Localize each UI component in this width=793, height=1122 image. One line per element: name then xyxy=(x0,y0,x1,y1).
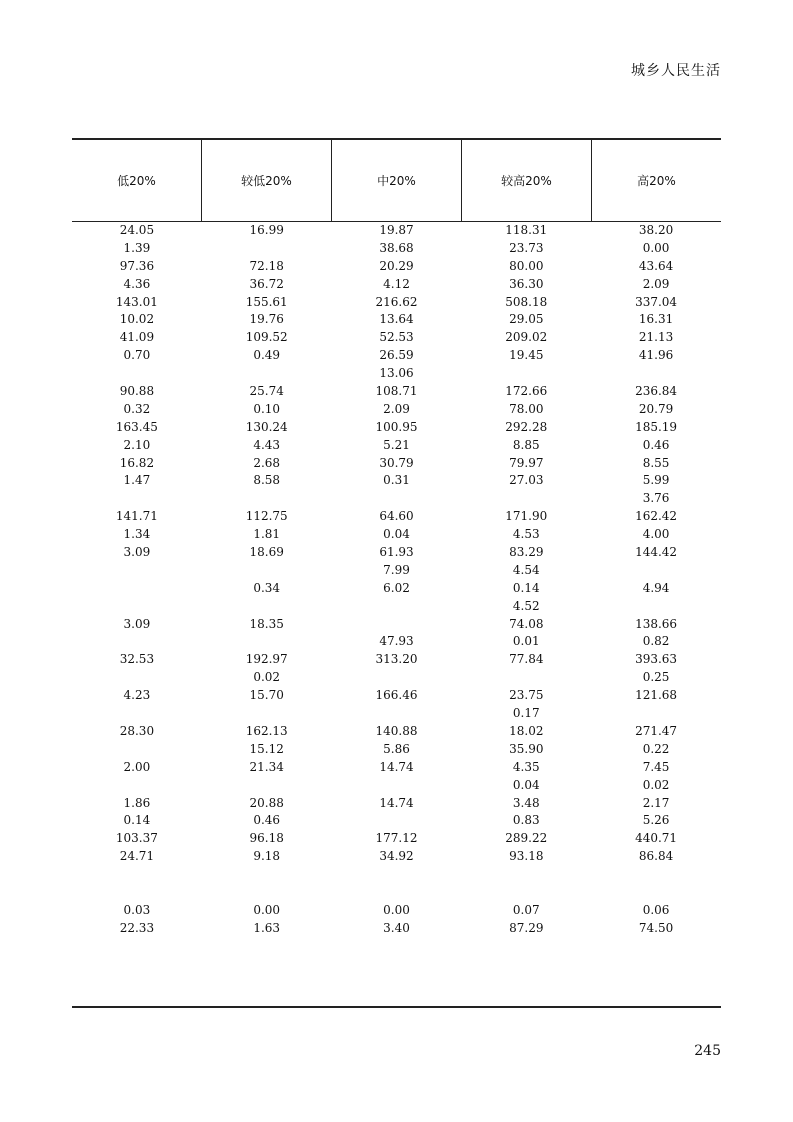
table-cell: 22.33 xyxy=(119,920,155,935)
table-cell xyxy=(591,705,721,723)
table-cell: 79.97 xyxy=(509,455,544,470)
table-header-row xyxy=(72,140,721,222)
table-cell: 27.03 xyxy=(509,473,544,488)
table-cell xyxy=(72,866,202,884)
table-row xyxy=(72,365,721,383)
table-cell xyxy=(202,777,332,795)
column-header: 低20% xyxy=(117,174,156,188)
table-cell xyxy=(461,490,591,508)
table-cell xyxy=(332,884,462,902)
table-row xyxy=(72,580,721,598)
table-row xyxy=(72,276,721,294)
table-cell: 236.84 xyxy=(635,384,678,399)
column-header: 高20% xyxy=(591,140,721,221)
table-cell: 1.86 xyxy=(123,795,151,810)
table-cell: 3.40 xyxy=(383,920,410,935)
table-cell: 10.02 xyxy=(119,312,155,327)
table-cell: 3.09 xyxy=(123,616,151,631)
table-cell: 337.04 xyxy=(635,294,678,309)
table-cell: 143.01 xyxy=(115,294,158,309)
table-cell: 508.18 xyxy=(505,294,548,309)
table-cell: 192.97 xyxy=(245,652,288,667)
table-cell: 0.31 xyxy=(383,473,410,488)
table-cell: 5.99 xyxy=(642,473,670,488)
table-row xyxy=(72,616,721,634)
table-cell: 0.46 xyxy=(642,437,670,452)
table-cell xyxy=(202,598,332,616)
table-cell: 4.12 xyxy=(383,276,410,291)
table-cell: 0.01 xyxy=(512,634,540,649)
table-cell: 209.02 xyxy=(505,330,548,345)
table-row xyxy=(72,884,721,902)
table-cell: 163.45 xyxy=(115,419,158,434)
table-cell: 30.79 xyxy=(379,455,414,470)
table-cell xyxy=(591,562,721,580)
table-cell: 19.76 xyxy=(249,312,284,327)
table-cell: 0.83 xyxy=(512,813,540,828)
table-cell: 138.66 xyxy=(635,616,678,631)
table-row xyxy=(72,401,721,419)
column-header: 较低20% xyxy=(201,140,331,221)
table-cell: 21.13 xyxy=(638,330,674,345)
table-cell: 1.81 xyxy=(253,527,281,542)
table-row xyxy=(72,544,721,562)
table-cell: 0.02 xyxy=(253,670,281,685)
table-cell: 13.64 xyxy=(379,312,414,327)
table-cell: 271.47 xyxy=(635,723,678,738)
table-cell: 8.58 xyxy=(253,473,281,488)
table-cell: 0.00 xyxy=(383,902,410,917)
table-cell: 0.03 xyxy=(123,902,151,917)
table-cell: 4.35 xyxy=(512,759,540,774)
table-cell: 77.84 xyxy=(509,652,544,667)
table-cell: 166.46 xyxy=(375,688,418,703)
table-cell: 185.19 xyxy=(635,419,678,434)
table-cell: 140.88 xyxy=(375,723,418,738)
table-cell: 0.14 xyxy=(512,580,540,595)
table-cell: 172.66 xyxy=(505,384,548,399)
table-cell: 90.88 xyxy=(119,384,155,399)
table-cell: 1.34 xyxy=(123,527,151,542)
table-cell: 4.94 xyxy=(642,580,670,595)
table-cell: 0.04 xyxy=(512,777,540,792)
table-row xyxy=(72,329,721,347)
table-cell xyxy=(591,598,721,616)
table-cell: 34.92 xyxy=(379,849,414,864)
table-cell: 41.96 xyxy=(638,348,674,363)
table-cell: 162.13 xyxy=(245,723,288,738)
table-cell: 141.71 xyxy=(115,509,158,524)
table-row xyxy=(72,669,721,687)
table-cell xyxy=(332,598,462,616)
table-row xyxy=(72,598,721,616)
table-cell: 15.12 xyxy=(249,741,284,756)
table-cell: 15.70 xyxy=(249,688,284,703)
table-cell: 32.53 xyxy=(119,652,155,667)
table-cell: 36.30 xyxy=(509,276,544,291)
table-cell: 61.93 xyxy=(379,545,414,560)
table-cell xyxy=(72,777,202,795)
table-cell xyxy=(72,669,202,687)
table-cell: 4.54 xyxy=(512,562,540,577)
table-cell: 5.21 xyxy=(383,437,410,452)
table-row xyxy=(72,562,721,580)
table-cell: 96.18 xyxy=(249,831,284,846)
table-row xyxy=(72,812,721,830)
table-cell: 26.59 xyxy=(379,348,414,363)
table-cell: 74.08 xyxy=(509,616,544,631)
table-cell xyxy=(72,598,202,616)
table-cell: 14.74 xyxy=(379,795,414,810)
table-cell xyxy=(202,884,332,902)
table-cell: 52.53 xyxy=(379,330,414,345)
table-cell: 16.99 xyxy=(249,223,284,237)
table-cell: 21.34 xyxy=(249,759,284,774)
table-row xyxy=(72,311,721,329)
table-cell xyxy=(332,812,462,830)
table-cell: 121.68 xyxy=(635,688,678,703)
table-cell: 38.68 xyxy=(379,240,414,255)
table-cell xyxy=(332,866,462,884)
table-cell: 4.23 xyxy=(123,688,151,703)
table-row xyxy=(72,777,721,795)
table-cell xyxy=(202,866,332,884)
table-cell xyxy=(332,777,462,795)
table-cell: 171.90 xyxy=(505,509,548,524)
table-cell xyxy=(72,490,202,508)
table-cell: 7.45 xyxy=(642,759,670,774)
table-cell: 36.72 xyxy=(249,276,284,291)
table-cell: 20.29 xyxy=(379,258,414,273)
table-cell: 144.42 xyxy=(635,545,678,560)
table-row xyxy=(72,347,721,365)
table-cell: 97.36 xyxy=(119,258,155,273)
table-cell: 86.84 xyxy=(638,849,674,864)
table-cell xyxy=(461,365,591,383)
running-header-title: 城乡人民生活 xyxy=(631,63,721,79)
table-cell: 216.62 xyxy=(375,294,418,309)
table-cell: 20.88 xyxy=(249,795,284,810)
table-cell xyxy=(202,633,332,651)
table-row xyxy=(72,240,721,258)
table-row xyxy=(72,490,721,508)
table-cell: 24.05 xyxy=(119,223,155,237)
table-cell: 440.71 xyxy=(635,831,678,846)
column-header: 中20% xyxy=(331,140,461,221)
table-cell: 162.42 xyxy=(635,509,678,524)
table-cell: 0.07 xyxy=(512,902,540,917)
table-cell: 0.00 xyxy=(642,240,670,255)
table-cell xyxy=(591,866,721,884)
table-cell: 130.24 xyxy=(245,419,288,434)
table-row xyxy=(72,866,721,884)
table-cell xyxy=(72,562,202,580)
table-cell xyxy=(72,365,202,383)
table-row xyxy=(72,526,721,544)
table-cell: 3.48 xyxy=(512,795,540,810)
table-cell xyxy=(332,616,462,634)
table-cell: 0.70 xyxy=(123,348,151,363)
table-cell: 19.45 xyxy=(509,348,544,363)
table-cell: 74.50 xyxy=(638,920,674,935)
table-cell: 18.69 xyxy=(249,545,284,560)
table-cell: 393.63 xyxy=(635,652,678,667)
table-cell: 109.52 xyxy=(245,330,288,345)
table-cell: 23.73 xyxy=(509,240,544,255)
table-cell: 2.09 xyxy=(642,276,670,291)
table-row xyxy=(72,902,721,920)
table-row xyxy=(72,920,721,938)
table-cell: 1.63 xyxy=(253,920,281,935)
table-cell: 4.53 xyxy=(512,527,540,542)
table-cell: 0.32 xyxy=(123,401,151,416)
table-cell: 0.82 xyxy=(642,634,670,649)
table-cell: 43.64 xyxy=(638,258,674,273)
table-cell: 2.17 xyxy=(642,795,670,810)
table-cell: 4.43 xyxy=(253,437,281,452)
table-cell: 155.61 xyxy=(245,294,288,309)
table-row xyxy=(72,651,721,669)
table-cell: 5.86 xyxy=(383,741,410,756)
table-cell: 0.00 xyxy=(253,902,281,917)
table-cell: 8.85 xyxy=(512,437,540,452)
table-cell: 64.60 xyxy=(379,509,414,524)
table-cell: 13.06 xyxy=(379,366,414,381)
table-cell xyxy=(72,741,202,759)
table-cell xyxy=(72,884,202,902)
table-cell xyxy=(461,866,591,884)
table-cell: 0.10 xyxy=(253,401,281,416)
table-cell: 100.95 xyxy=(375,419,418,434)
table-cell: 80.00 xyxy=(509,258,544,273)
table-cell: 28.30 xyxy=(119,723,155,738)
column-header: 较高20% xyxy=(461,140,591,221)
table-cell xyxy=(202,490,332,508)
table-cell: 23.75 xyxy=(509,688,544,703)
table-cell xyxy=(202,562,332,580)
table-cell xyxy=(461,884,591,902)
table-cell: 19.87 xyxy=(379,223,414,237)
table-cell: 25.74 xyxy=(249,384,284,399)
table-cell xyxy=(202,365,332,383)
table-cell: 8.55 xyxy=(642,455,670,470)
table-row xyxy=(72,472,721,490)
table-cell: 93.18 xyxy=(509,849,544,864)
table-cell xyxy=(72,705,202,723)
table-row xyxy=(72,419,721,437)
table-cell: 0.49 xyxy=(253,348,281,363)
table-cell: 5.26 xyxy=(642,813,670,828)
page-number: 245 xyxy=(694,1043,721,1059)
table-cell: 0.06 xyxy=(642,902,670,917)
table-cell: 4.00 xyxy=(642,527,670,542)
table-cell: 118.31 xyxy=(505,223,548,237)
table-row xyxy=(72,455,721,473)
table-cell: 18.35 xyxy=(249,616,284,631)
table-cell: 0.02 xyxy=(642,777,670,792)
table-cell: 0.25 xyxy=(642,670,670,685)
table-cell: 41.09 xyxy=(119,330,155,345)
table-cell: 313.20 xyxy=(375,652,418,667)
table-cell xyxy=(202,705,332,723)
table-cell: 108.71 xyxy=(375,384,418,399)
table-cell xyxy=(332,705,462,723)
table-cell: 1.47 xyxy=(123,473,151,488)
table-cell: 16.82 xyxy=(119,455,155,470)
table-row xyxy=(72,383,721,401)
table-row xyxy=(72,759,721,777)
table-cell: 0.17 xyxy=(512,706,540,721)
table-cell xyxy=(591,884,721,902)
table-row xyxy=(72,830,721,848)
table-cell: 1.39 xyxy=(123,240,151,255)
table-cell: 2.00 xyxy=(123,759,151,774)
table-row xyxy=(72,723,721,741)
table-cell: 87.29 xyxy=(509,920,544,935)
table-cell: 72.18 xyxy=(249,258,284,273)
table-cell: 4.52 xyxy=(512,598,540,613)
table-cell: 112.75 xyxy=(245,509,288,524)
table-cell: 0.04 xyxy=(383,527,410,542)
table-cell: 2.68 xyxy=(253,455,281,470)
table-cell: 0.46 xyxy=(253,813,281,828)
table-cell: 7.99 xyxy=(383,562,410,577)
table-cell: 20.79 xyxy=(638,401,674,416)
table-row xyxy=(72,222,721,240)
table-cell xyxy=(332,490,462,508)
table-cell xyxy=(72,580,202,598)
table-cell: 83.29 xyxy=(509,545,544,560)
table-cell xyxy=(591,365,721,383)
table-row xyxy=(72,294,721,312)
table-cell: 78.00 xyxy=(509,401,544,416)
table-cell: 9.18 xyxy=(253,849,281,864)
table-row xyxy=(72,508,721,526)
table-body xyxy=(72,222,721,938)
table-bottom-rule xyxy=(72,1006,721,1008)
table-cell: 35.90 xyxy=(509,741,544,756)
table-row xyxy=(72,795,721,813)
table-row xyxy=(72,258,721,276)
table-cell xyxy=(332,669,462,687)
table-cell: 292.28 xyxy=(505,419,548,434)
table-cell: 2.09 xyxy=(383,401,410,416)
table-cell: 2.10 xyxy=(123,437,151,452)
table-cell: 4.36 xyxy=(123,276,151,291)
table-row xyxy=(72,633,721,651)
table-row xyxy=(72,848,721,866)
table-cell: 29.05 xyxy=(509,312,544,327)
table-row xyxy=(72,687,721,705)
table-cell: 14.74 xyxy=(379,759,414,774)
table-cell: 0.22 xyxy=(642,741,670,756)
table-row xyxy=(72,741,721,759)
table-cell: 38.20 xyxy=(638,223,674,237)
table-cell: 16.31 xyxy=(638,312,674,327)
table-cell xyxy=(202,240,332,258)
table-cell xyxy=(72,633,202,651)
table-cell: 6.02 xyxy=(383,580,410,595)
table-cell: 18.02 xyxy=(509,723,544,738)
table-row xyxy=(72,437,721,455)
table-cell: 289.22 xyxy=(505,831,548,846)
table-cell xyxy=(461,669,591,687)
table-cell: 3.76 xyxy=(642,491,670,506)
table-cell: 177.12 xyxy=(375,831,418,846)
table-cell: 3.09 xyxy=(123,545,151,560)
table-cell: 0.34 xyxy=(253,580,281,595)
table-cell: 103.37 xyxy=(115,831,158,846)
table-cell: 47.93 xyxy=(379,634,414,649)
table-row xyxy=(72,705,721,723)
table-cell: 0.14 xyxy=(123,813,151,828)
table-cell: 24.71 xyxy=(119,849,155,864)
